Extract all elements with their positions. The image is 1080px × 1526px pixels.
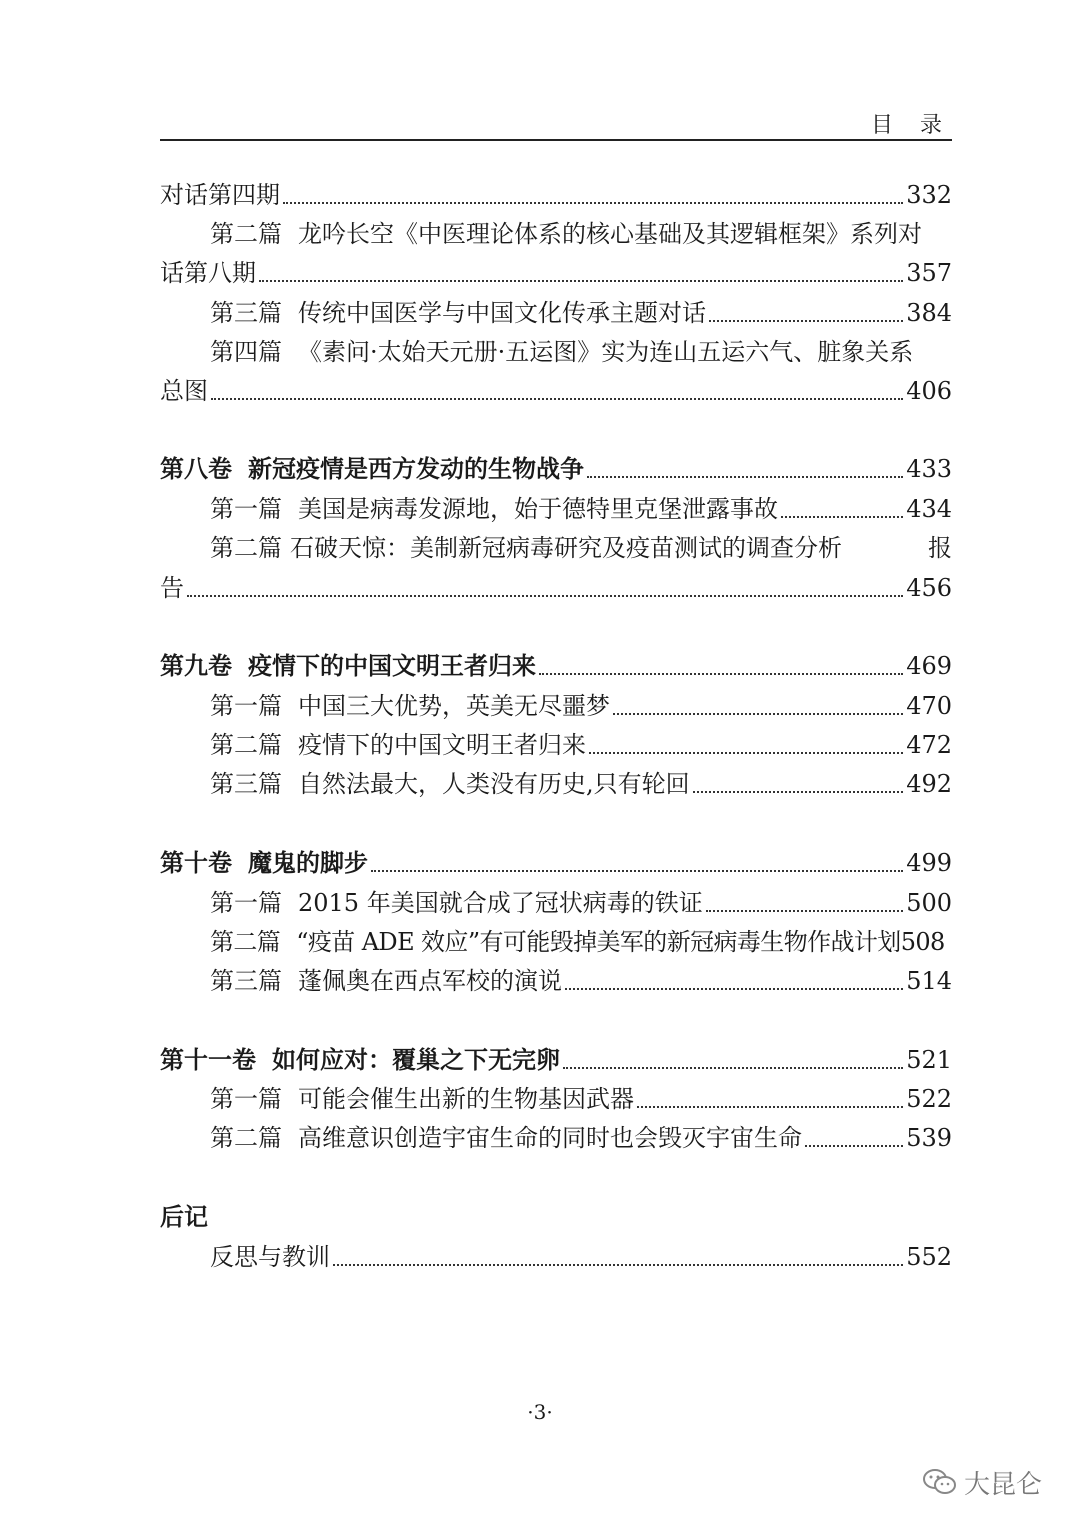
leader-dots — [283, 202, 903, 204]
toc-entry-title-tail: 报 — [928, 534, 952, 562]
leader-dots — [259, 280, 903, 282]
leader-dots — [333, 1264, 903, 1266]
leader-dots — [637, 1106, 903, 1108]
toc-entry-title: 可能会催生出新的生物基因武器 — [298, 1085, 634, 1113]
toc-entry[interactable] — [210, 1121, 952, 1155]
toc-entry-label: 第一篇 — [210, 692, 282, 720]
toc-entry-title: 蓬佩奥在西点军校的演说 — [298, 967, 562, 995]
toc-page-number: 552 — [906, 1243, 952, 1271]
leader-dots — [211, 398, 903, 400]
leader-dots — [613, 713, 903, 715]
watermark-text: 大昆仑 — [964, 1469, 1043, 1500]
watermark — [922, 1462, 1042, 1502]
toc-entry-title: 反思与教训 — [210, 1243, 330, 1271]
toc-volume-title: 魔鬼的脚步 — [248, 848, 368, 877]
toc-entry-title: 传统中国医学与中国文化传承主题对话 — [298, 299, 706, 327]
leader-dots — [587, 476, 903, 478]
toc-page-number: 521 — [906, 1046, 952, 1074]
toc-page-number: 500 — [906, 889, 952, 917]
toc-volume-label: 第十一卷 — [160, 1045, 256, 1074]
toc-entry-label: 第一篇 — [210, 889, 282, 917]
leader-dots — [805, 1145, 903, 1147]
toc-entry-title: 自然法最大，人类没有历史,只有轮回 — [298, 770, 690, 798]
toc-entry-label: 第四篇 — [210, 338, 282, 366]
toc-page-number: 514 — [906, 967, 952, 995]
toc-entry[interactable] — [210, 689, 952, 723]
toc-page-number: 522 — [906, 1085, 952, 1113]
toc-page-number: 456 — [906, 574, 952, 602]
toc-entry[interactable] — [160, 178, 952, 212]
toc-entry[interactable] — [210, 1082, 952, 1116]
toc-entry-continuation[interactable] — [160, 374, 952, 408]
toc-entry-label: 第一篇 — [210, 1085, 282, 1113]
leader-dots — [693, 791, 904, 793]
toc-page-number: 539 — [906, 1124, 952, 1152]
leader-dots — [589, 752, 903, 754]
toc-entry-title: 总图 — [160, 377, 208, 405]
toc-entry[interactable] — [210, 1240, 952, 1274]
toc-page-number: 406 — [906, 377, 952, 405]
toc-entry-label: 第二篇 — [210, 1124, 282, 1152]
toc-entry-continuation[interactable] — [160, 256, 952, 290]
toc-entry-continuation[interactable] — [160, 571, 952, 605]
toc-page-number: 332 — [906, 181, 952, 209]
toc-volume-title: 疫情下的中国文明王者归来 — [248, 651, 536, 680]
toc-volume-entry[interactable] — [160, 452, 952, 486]
toc-page-number: 433 — [906, 455, 952, 483]
toc-entry[interactable] — [210, 217, 952, 251]
toc-page-number: 499 — [906, 849, 952, 877]
toc-page-number: 492 — [906, 770, 952, 798]
toc-page-number: 472 — [906, 731, 952, 759]
toc-entry[interactable] — [210, 964, 952, 998]
toc-entry[interactable] — [210, 767, 952, 801]
toc-entry-label: 第二篇 — [210, 220, 282, 248]
toc-entry-title: 中国三大优势，英美无尽噩梦 — [298, 692, 610, 720]
toc-entry-label: 第二篇 — [210, 534, 282, 562]
toc-entry-title: 告 — [160, 574, 184, 602]
toc-entry-title: 2015 年美国就合成了冠状病毒的铁证 — [298, 889, 703, 917]
toc-page-number: 384 — [906, 299, 952, 327]
toc-entry[interactable] — [210, 886, 952, 920]
toc-entry-label: 第二篇 — [210, 928, 281, 956]
toc-entry[interactable] — [210, 531, 952, 565]
toc-entry[interactable] — [210, 296, 952, 330]
toc-entry-title: 龙吟长空《中医理论体系的核心基础及其逻辑框架》系列对 — [298, 220, 922, 248]
leader-dots — [187, 595, 903, 597]
toc-page-number: 469 — [906, 652, 952, 680]
toc-volume-entry[interactable] — [160, 1043, 952, 1077]
header-rule — [160, 139, 952, 141]
toc-entry-title: 石破天惊：美制新冠病毒研究及疫苗测试的调查分析 — [290, 534, 842, 562]
toc-volume-title: 新冠疫情是西方发动的生物战争 — [248, 454, 584, 483]
toc-volume-title: 如何应对：覆巢之下无完卵 — [272, 1045, 560, 1074]
toc-section-title: 后记 — [160, 1202, 208, 1231]
toc-section-heading[interactable] — [160, 1200, 952, 1234]
leader-dots — [709, 320, 903, 322]
toc-entry-title: 高维意识创造宇宙生命的同时也会毁灭宇宙生命 — [298, 1124, 802, 1152]
toc-entry-title: 《素问·太始天元册·五运图》实为连山五运六气、脏象关系 — [298, 338, 914, 366]
leader-dots — [563, 1067, 903, 1069]
toc-volume-label: 第十卷 — [160, 848, 232, 877]
toc-volume-label: 第八卷 — [160, 454, 232, 483]
toc-entry-label: 第二篇 — [210, 731, 282, 759]
toc-volume-entry[interactable] — [160, 649, 952, 683]
toc-volume-entry[interactable] — [160, 846, 952, 880]
toc-entry-title: 美国是病毒发源地，始于德特里克堡泄露事故 — [298, 495, 778, 523]
leader-dots — [371, 870, 903, 872]
toc-page-number: 434 — [906, 495, 952, 523]
toc-volume-label: 第九卷 — [160, 651, 232, 680]
toc-entry-label: 第一篇 — [210, 495, 282, 523]
toc-entry-label: 第三篇 — [210, 299, 282, 327]
leader-dots — [706, 910, 903, 912]
toc-page-number: 508 — [900, 928, 945, 956]
toc-entry[interactable] — [210, 728, 952, 762]
toc-entry[interactable] — [210, 335, 952, 369]
leader-dots — [565, 988, 903, 990]
toc-page-number: 470 — [906, 692, 952, 720]
toc-entry-label: 第三篇 — [210, 770, 282, 798]
toc-entry-title: “疫苗 ADE 效应”有可能毁掉美军的新冠病毒生物作战计划 — [296, 928, 901, 956]
toc-page-number: 357 — [906, 259, 952, 287]
wechat-icon — [922, 1467, 958, 1497]
toc-entry-title: 对话第四期 — [160, 181, 280, 209]
toc-entry[interactable] — [210, 492, 952, 526]
leader-dots — [781, 516, 903, 518]
running-head: 目 录 — [871, 113, 952, 138]
toc-entry-label: 第三篇 — [210, 967, 282, 995]
toc-entry-title: 疫情下的中国文明王者归来 — [298, 731, 586, 759]
leader-dots — [539, 673, 903, 675]
toc-entry-title: 话第八期 — [160, 259, 256, 287]
page-folio: ·3· — [527, 1400, 553, 1424]
toc-entry[interactable] — [210, 925, 962, 959]
